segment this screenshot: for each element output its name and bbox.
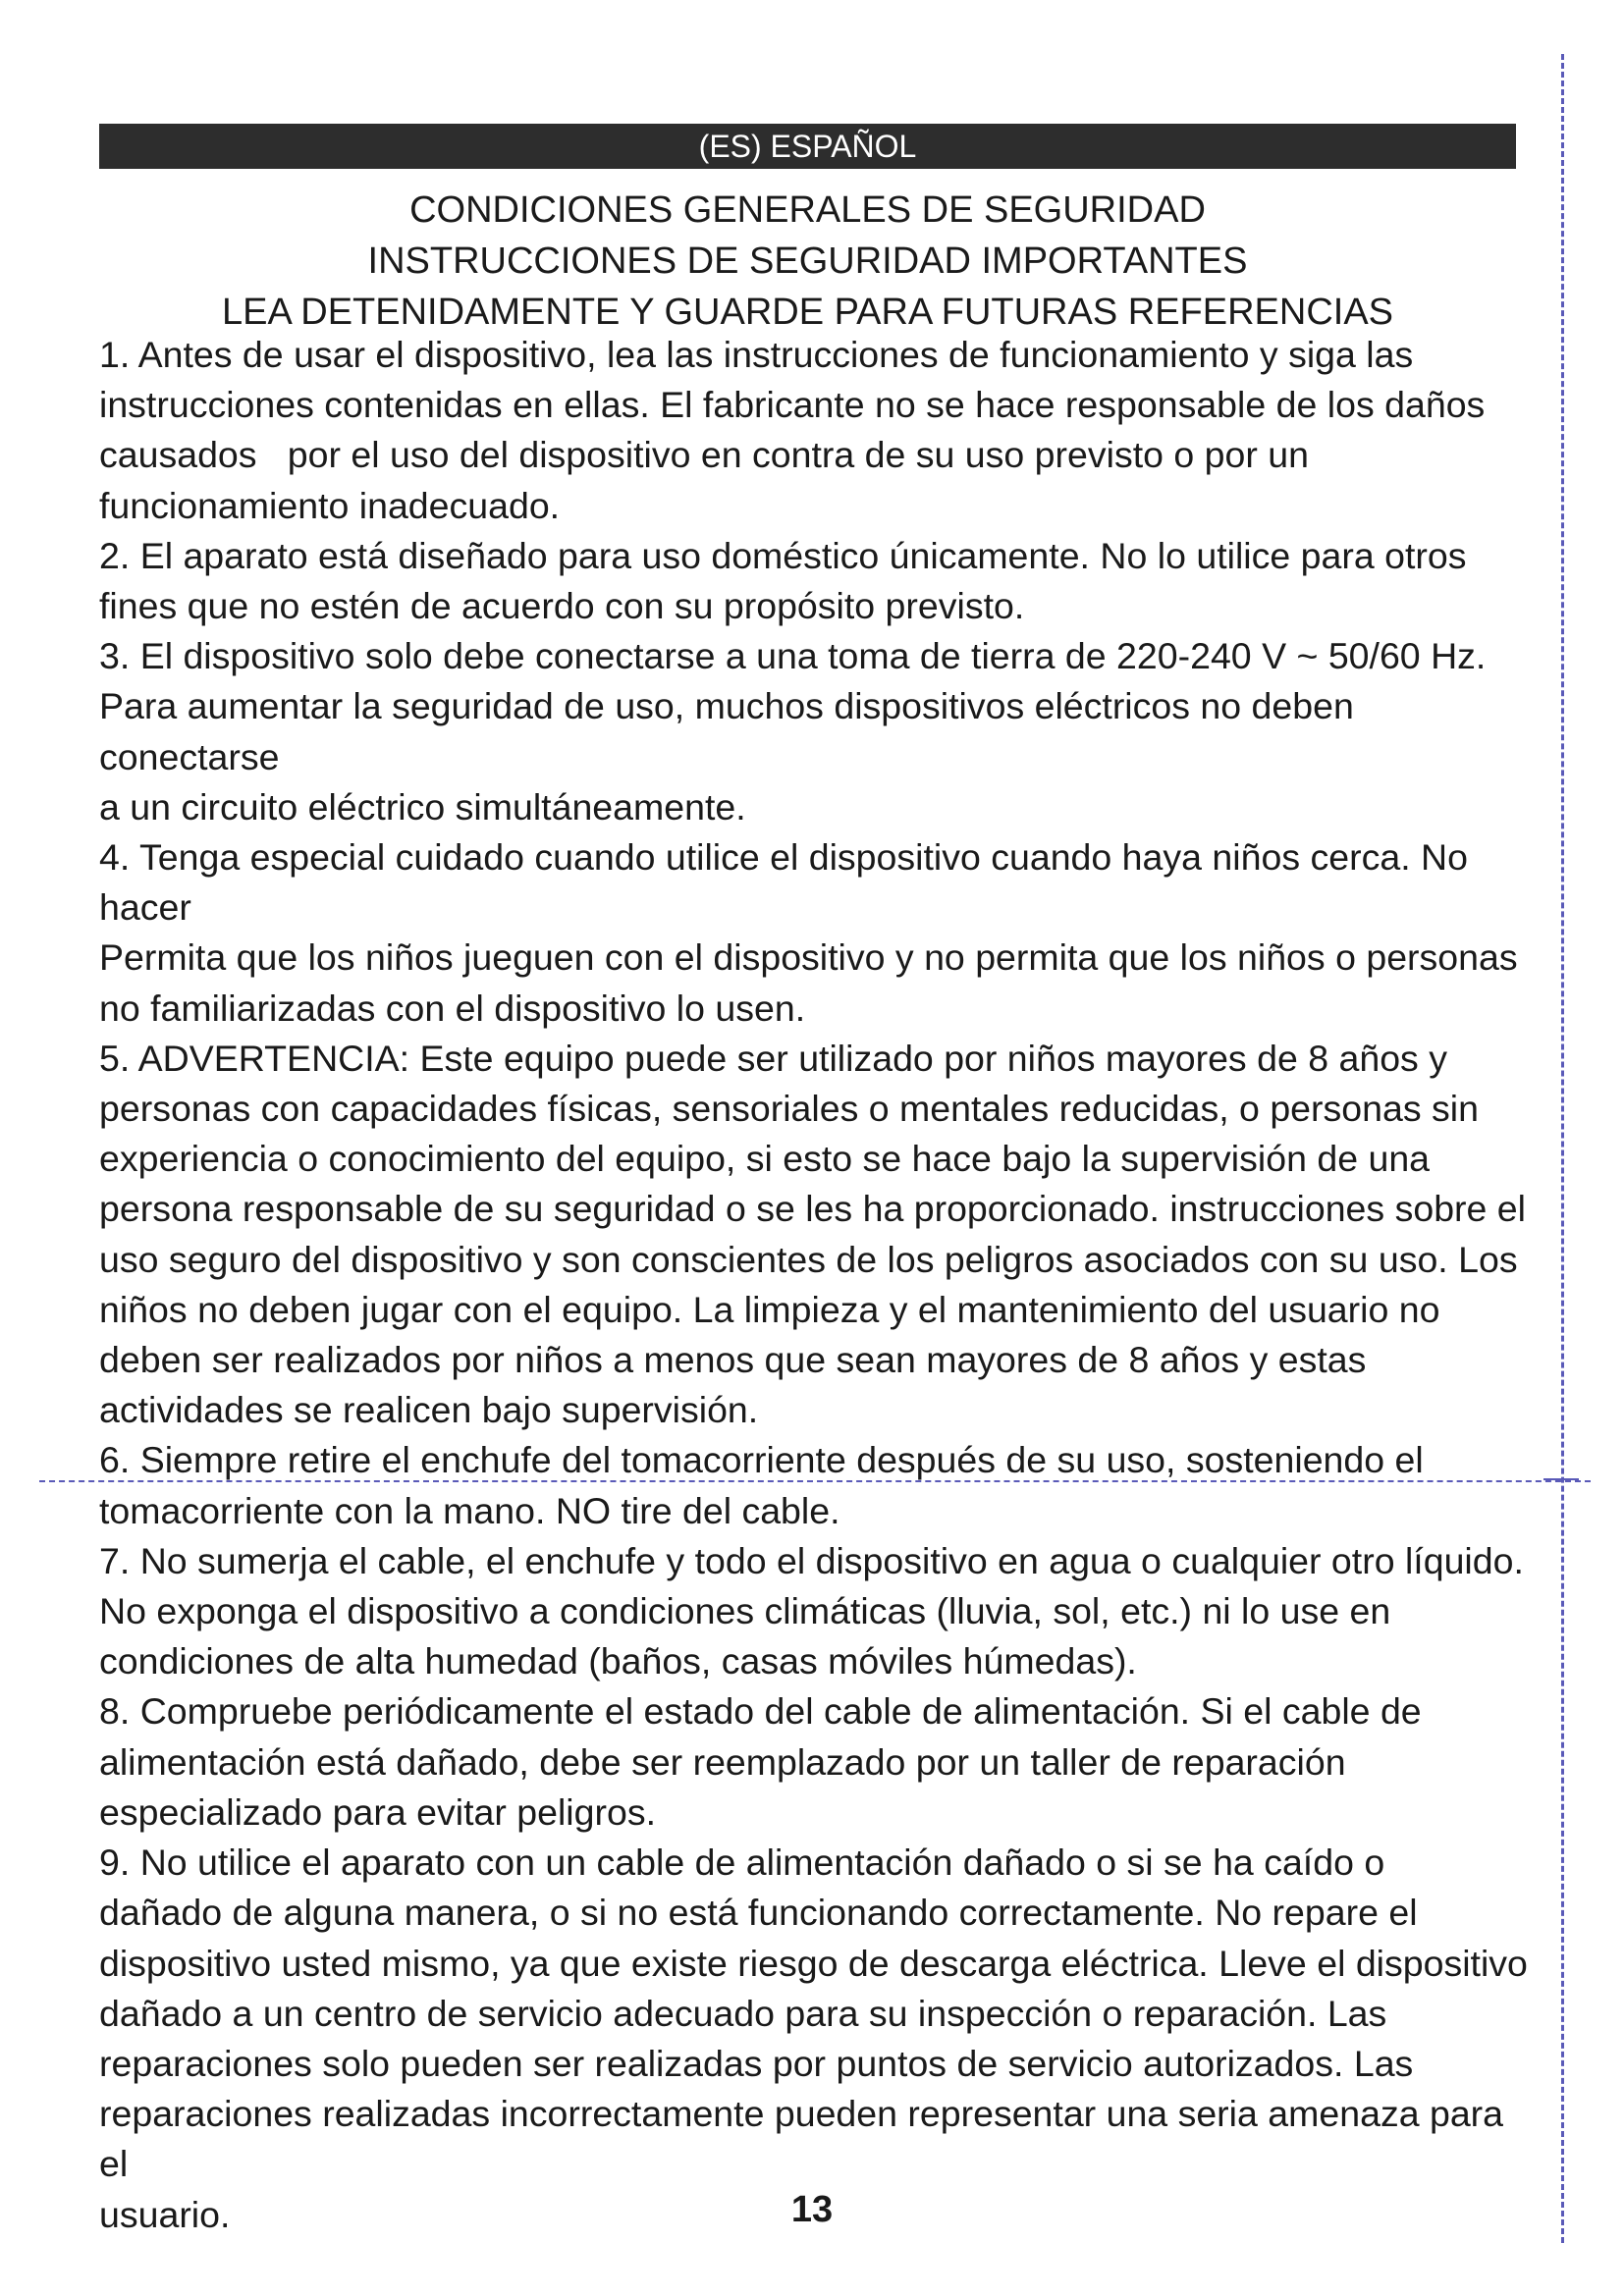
instruction-paragraph-6: 6. Siempre retire el enchufe del tomacorriente después de su uso, sosteniendo el tomacorriente con la mano. NO tire del cable.	[99, 1439, 1424, 1531]
instruction-paragraph-4: 4. Tenga especial cuidado cuando utilice el dispositivo cuando haya niños cerca. No hacer	[99, 836, 1468, 929]
horizontal-cut-guide	[39, 1480, 1591, 1482]
instruction-paragraph-3: 3. El dispositivo solo debe conectarse a una toma de tierra de 220-240 V ~ 50/60 Hz. Para aumentar la seguridad de uso, muchos dispositivos eléctricos no deben conectarse a un circuito eléctrico simultáneamente.	[99, 635, 1487, 828]
page-number: 13	[790, 2189, 834, 2230]
instruction-paragraph-5: 5. ADVERTENCIA: Este equipo puede ser utilizado por niños mayores de 8 años y personas con capacidades físicas, sensoriales o mentales reducidas, o personas sin experiencia o conocimiento del equipo, si esto se hace bajo la supervisión de una persona responsable de su seguridad o se les ha proporcionado. instrucciones sobre el uso seguro del dispositivo y son conscientes de los peligros asociados con su uso. Los niños no deben jugar con el equipo. La limpieza y el mantenimiento del usuario no deben ser realizados por niños a menos que sean mayores de 8 años y estas actividades se realicen bajo supervisión.	[99, 1037, 1526, 1431]
instruction-paragraph-2: 2. El aparato está diseñado para uso doméstico únicamente. No lo utilice para otros fines que no estén de acuerdo con su propósito previsto.	[99, 534, 1467, 627]
heading-read-carefully: LEA DETENIDAMENTE Y GUARDE PARA FUTURAS REFERENCIAS	[221, 292, 1394, 333]
instruction-paragraph-4-continued: Permita que los niños jueguen con el dispositivo y no permita que los niños o personas no familiarizadas con el dispositivo lo usen.	[99, 936, 1518, 1029]
instruction-paragraph-8: 8. Compruebe periódicamente el estado del cable de alimentación. Si el cable de alimentación está dañado, debe ser reemplazado por un taller de reparación especializado para evitar peligros.	[99, 1690, 1422, 1833]
heading-general-conditions: CONDICIONES GENERALES DE SEGURIDAD	[409, 189, 1206, 231]
safety-headings	[99, 185, 1516, 338]
instruction-paragraph-1: 1. Antes de usar el dispositivo, lea las instrucciones de funcionamiento y siga las instrucciones contenidas en ellas. El fabricante no se hace responsable de los daños causados por el uso del dispositivo en contra de su uso previsto o por un funcionamiento inadecuado.	[99, 334, 1486, 526]
vertical-fold-guide	[1561, 54, 1564, 2243]
instruction-paragraph-7: 7. No sumerja el cable, el enchufe y todo el dispositivo en agua o cualquier otro líquido. No exponga el dispositivo a condiciones climáticas (lluvia, sol, etc.) ni lo use en condiciones de alta humedad (baños, casas móviles húmedas).	[99, 1539, 1524, 1682]
heading-important-instructions: INSTRUCCIONES DE SEGURIDAD IMPORTANTES	[367, 240, 1248, 282]
safety-instructions-body	[99, 330, 1533, 2240]
instruction-paragraph-9: 9. No utilice el aparato con un cable de alimentación dañado o si se ha caído o dañado de alguna manera, o si no está funcionando correctamente. No repare el dispositivo usted mismo, ya que existe riesgo de descarga eléctrica. Lleve el dispositivo dañado a un centro de servicio adecuado para su inspección o reparación. Las reparaciones solo pueden ser realizadas por puntos de servicio autorizados. Las reparaciones realizadas incorrectamente pueden representar una seria amenaza para el usuario.	[99, 1842, 1528, 2235]
guide-cross-mark	[1543, 1478, 1579, 1480]
language-header-bar: (ES) ESPAÑOL	[99, 124, 1516, 169]
